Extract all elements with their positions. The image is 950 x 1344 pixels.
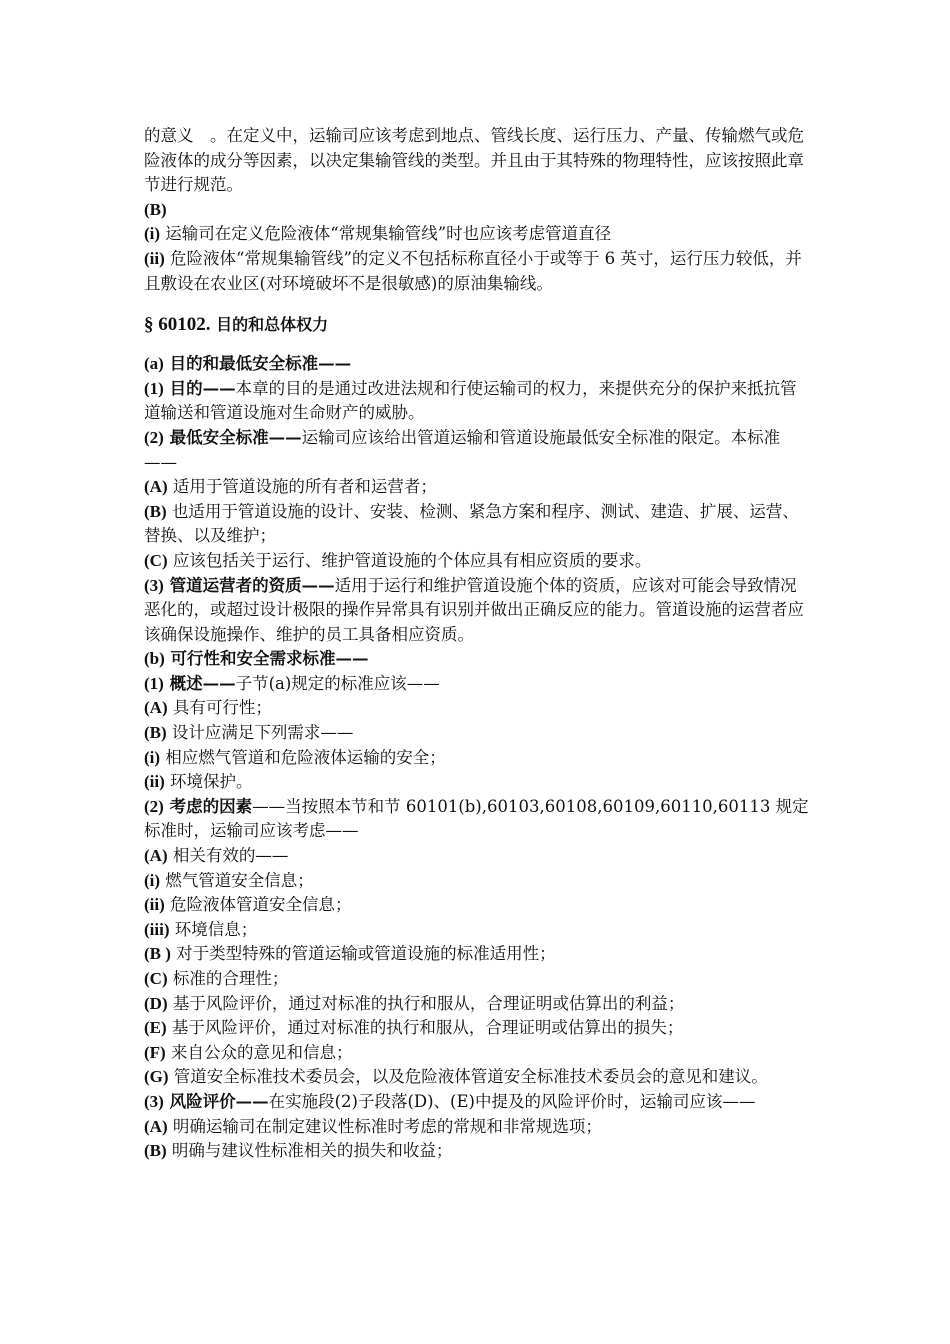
clause-text: 设计应满足下列需求—— [166,723,354,743]
document-page [144,124,810,1164]
intro-b-label: (B) [144,199,167,219]
clause-heading: 目的和最低安全标准—— [163,354,352,374]
clause-label: (b) [144,649,165,669]
clause-paragraph [144,918,810,943]
clause-label: (ii) [144,895,165,915]
clause-heading: 考虑的因素 [163,796,253,816]
clause-heading: 目的—— [163,378,236,398]
clause-paragraph [144,475,810,500]
clause-paragraph [144,426,810,475]
clause-text: 适用于运行和维护管道设施个体的资质，应该对可能会导致情况恶化的，或超过设计极限的操作异常具有识别并做出正确反应的能力。管道设施的运营者应该确保设施操作、维护的员工具备相应资质。 [144,575,804,644]
section-number: § 60102. [144,314,211,336]
clause-text: 应该包括关于运行、维护管道设施的个体应具有相应资质的要求。 [167,550,652,570]
clause-paragraph [144,844,810,869]
clause-label: (C) [144,969,168,988]
item-text: 运输司在定义危险液体“常规集输管线”时也应该考虑管道直径 [160,224,612,244]
clause-label: (C) [144,550,168,570]
clause-text: 环境保护。 [164,772,253,792]
clause-text: 危险液体管道安全信息； [164,895,352,915]
clause-text: 基于风险评价，通过对标准的执行和服从，合理证明或估算出的利益； [167,993,685,1013]
item-label: (i) [144,224,161,244]
clause-label: (A) [144,846,168,866]
clause-heading: 最低安全标准—— [163,427,302,447]
clause-text: 相关有效的—— [167,846,289,866]
clause-label: (1) [144,378,164,398]
clause-paragraph [144,1041,810,1066]
clause-paragraph [144,967,810,992]
clause-heading: 风险评价—— [163,1091,269,1111]
clause-paragraph [144,1090,810,1115]
clause-heading: 概述—— [163,673,236,693]
clause-text: 相应燃气管道和危险液体运输的安全； [160,747,446,767]
clause-label: (iii) [144,919,170,939]
clause-label: (i) [144,870,161,890]
clause-label: (3) [144,575,164,595]
clause-heading: 可行性和安全需求标准—— [164,649,369,669]
item-text: 危险液体“常规集输管线”的定义不包括标称直径小于或等于 6 英寸，运行压力较低，并且敷设在农业区(对环境破坏不是很敏感)的原油集输线。 [144,248,802,293]
section-heading [144,312,810,338]
clause-label: (a) [144,354,164,374]
clause-text: 本章的目的是通过改进法规和行使运输司的权力，来提供充分的保护来抵抗管道输送和管道设施对生命财产的威胁。 [144,378,797,423]
clause-label: (B) [144,501,167,521]
clause-paragraph [144,696,810,721]
clause-text: 子节(a)规定的标准应该—— [235,673,440,693]
clause-paragraph [144,672,810,697]
clause-label: (E) [144,1018,167,1038]
clause-paragraph [144,377,810,426]
clause-label: (B) [144,1141,167,1161]
clause-paragraph [144,1016,810,1041]
clause-text: 标准的合理性； [167,969,289,988]
clause-text: 明确与建议性标准相关的损失和收益； [166,1141,453,1161]
clause-paragraph [144,500,810,549]
clause-paragraph [144,869,810,894]
section-title: 目的和总体权力 [210,315,329,335]
clause-text: 环境信息； [169,919,258,939]
clause-paragraph [144,574,810,648]
clause-paragraph [144,746,810,771]
clause-label: (2) [144,427,164,447]
clause-label: (i) [144,747,161,767]
clause-label: (B) [144,723,167,743]
clause-text: 管道安全标准技术委员会，以及危险液体管道安全标准技术委员会的意见和建议。 [168,1067,768,1087]
clause-text: 适用于管道设施的所有者和运营者； [167,477,437,497]
clause-label: (1) [144,673,164,693]
clause-text: 在实施段(2)子段落(D)、(E)中提及的风险评价时，运输司应该—— [268,1091,756,1111]
clause-paragraph [144,549,810,574]
intro-item-i [144,222,810,247]
clause-label: (ii) [144,772,165,792]
clause-label: (D) [144,993,168,1013]
clause-label: (2) [144,796,164,816]
clause-text: 燃气管道安全信息； [160,870,314,890]
clause-paragraph [144,893,810,918]
section-body [144,352,810,1164]
clause-paragraph [144,647,810,672]
clause-paragraph [144,770,810,795]
intro-item-ii [144,247,810,296]
clause-text: 对于类型特殊的管道运输或管道设施的标准适用性； [170,944,556,964]
clause-label: (G) [144,1067,169,1087]
item-label: (ii) [144,248,165,268]
clause-text: ——当按照本节和节 60101(b),60103,60108,60109,60110,60113 规定标准时，运输司应该考虑—— [144,796,809,841]
clause-paragraph [144,942,810,967]
clause-label: (B ) [144,944,171,964]
clause-text: 明确运输司在制定建议性标准时考虑的常规和非常规选项； [167,1116,602,1136]
clause-paragraph [144,795,810,844]
clause-paragraph [144,1115,810,1140]
clause-text: 来自公众的意见和信息； [165,1042,353,1062]
clause-paragraph [144,721,810,746]
clause-label: (A) [144,1116,168,1136]
clause-label: (3) [144,1091,164,1111]
clause-paragraph [144,1139,810,1164]
clause-paragraph [144,992,810,1017]
clause-text: 具有可行性； [167,698,272,718]
clause-label: (F) [144,1042,166,1062]
clause-text: 也适用于管道设施的设计、安装、检测、紧急方案和程序、测试、建造、扩展、运营、替换、以及维护； [144,501,799,546]
clause-paragraph [144,1065,810,1090]
clause-heading: 管道运营者的资质—— [163,575,335,595]
intro-paragraph: 的意义 。在定义中，运输司应该考虑到地点、管线长度、运行压力、产量、传输燃气或危险液体的成分等因素，以决定集输管线的类型。并且由于其特殊的物理特性，应该按照此章节进行规范。 [144,126,804,195]
clause-label: (A) [144,698,168,718]
clause-paragraph [144,352,810,377]
clause-text: 基于风险评价，通过对标准的执行和服从，合理证明或估算出的损失； [166,1018,684,1038]
clause-text: 运输司应该给出管道运输和管道设施最低安全标准的限定。本标准—— [144,427,781,472]
clause-label: (A) [144,477,168,497]
